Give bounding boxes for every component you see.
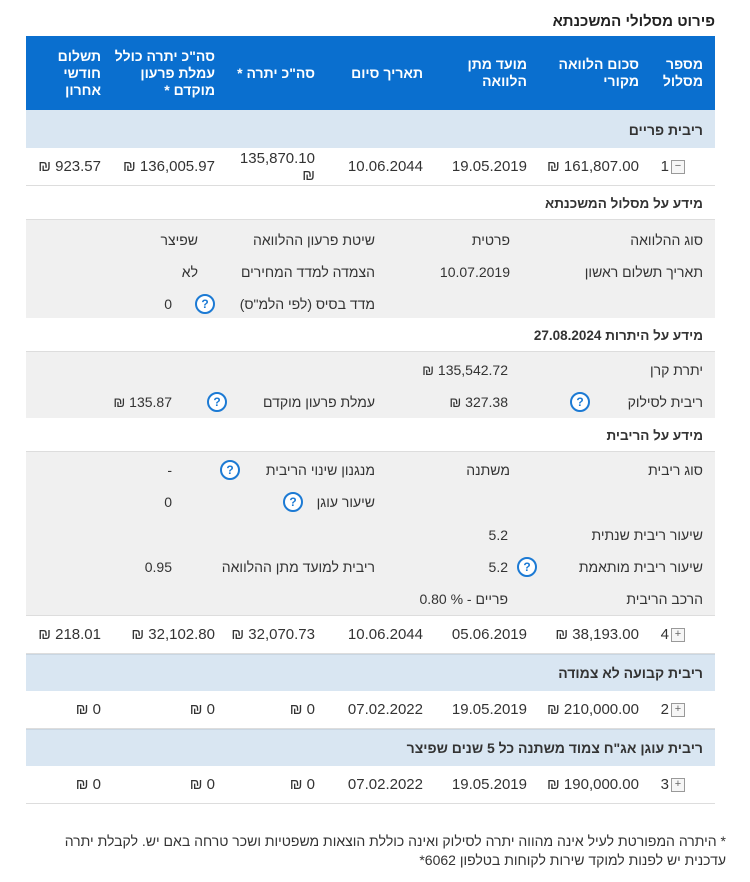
page-title: פירוט מסלולי המשכנתא — [552, 13, 715, 30]
prepay-fee-value: 135.87 ₪ — [113, 394, 172, 410]
collapse-icon[interactable]: − — [671, 160, 685, 174]
principal-value: 135,542.72 ₪ — [422, 362, 508, 378]
start-date: 19.05.2019 — [451, 701, 527, 718]
original-amount: 161,807.00 ₪ — [547, 158, 639, 175]
adjusted-value: 5.2 — [488, 559, 508, 575]
balance-with-fee: 136,005.97 ₪ — [123, 158, 215, 175]
track-number: 2 — [660, 701, 669, 718]
principal-label: יתרת קרן — [649, 362, 703, 378]
table-header — [26, 36, 715, 110]
balance: 135,870.10 ₪ — [239, 149, 315, 184]
help-icon[interactable]: ? — [195, 294, 215, 314]
expand-icon[interactable]: + — [671, 778, 685, 792]
col-end-date: תאריך סיום — [351, 64, 423, 81]
mortgage-tracks-table — [26, 0, 715, 804]
balance-with-fee: 0 ₪ — [189, 776, 215, 793]
original-amount: 38,193.00 ₪ — [555, 626, 639, 643]
last-payment: 218.01 ₪ — [38, 626, 101, 643]
original-amount: 190,000.00 ₪ — [547, 776, 639, 793]
base-index-value: 0 — [164, 296, 172, 312]
at-grant-label: ריבית למועד מתן ההלוואה — [221, 559, 375, 575]
track-info-panel — [26, 220, 715, 318]
balance: 32,070.73 ₪ — [231, 626, 315, 643]
interest-info-heading: מידע על הריבית — [26, 418, 715, 452]
start-date: 19.05.2019 — [451, 776, 527, 793]
rate-type-label: סוג ריבית — [648, 462, 703, 478]
rate-type-value: משתנה — [466, 462, 510, 478]
change-mech-value: - — [167, 462, 172, 478]
last-payment: 0 ₪ — [75, 776, 101, 793]
col-start-date: מועד מתן הלוואה — [467, 56, 527, 89]
first-payment-value: 10.07.2019 — [439, 264, 510, 280]
table-row[interactable] — [26, 766, 715, 804]
col-balance-with-fee: סה"כ יתרה כולל עמלת פרעון מוקדם * — [114, 47, 215, 98]
index-label: הצמדה למדד המחירים — [240, 264, 375, 280]
track-number: 3 — [660, 776, 669, 793]
start-date: 05.06.2019 — [451, 626, 527, 643]
composition-label: הרכב הריבית — [626, 591, 703, 607]
end-date: 07.02.2022 — [347, 776, 423, 793]
anchor-label: שיעור עוגן — [316, 494, 375, 510]
anchor-value: 0 — [164, 494, 172, 510]
balance: 0 ₪ — [289, 701, 315, 718]
first-payment-label: תאריך תשלום ראשון — [584, 264, 703, 280]
group-fixed: ריבית קבועה לא צמודה — [26, 654, 715, 691]
table-row[interactable] — [26, 691, 715, 729]
balance-with-fee: 32,102.80 ₪ — [131, 626, 215, 643]
col-balance: סה"כ יתרה * — [237, 64, 315, 81]
composition-value: פריים - % 0.80 — [419, 591, 508, 607]
end-date: 10.06.2044 — [347, 626, 423, 643]
at-grant-value: 0.95 — [144, 559, 172, 575]
table-row[interactable] — [26, 148, 715, 186]
table-row[interactable] — [26, 615, 715, 654]
annual-value: 5.2 — [488, 527, 508, 543]
loan-type-value: פרטית — [471, 232, 510, 248]
expand-icon[interactable]: + — [671, 703, 685, 717]
balance-with-fee: 0 ₪ — [189, 701, 215, 718]
prepay-fee-label: עמלת פרעון מוקדם — [262, 394, 375, 410]
track-info-heading: מידע על מסלול המשכנתא — [26, 186, 715, 220]
balance: 0 ₪ — [289, 776, 315, 793]
expand-icon[interactable]: + — [671, 628, 685, 642]
repay-method-label: שיטת פרעון ההלוואה — [253, 232, 375, 248]
balance-info-heading: מידע על היתרות 27.08.2024 — [26, 318, 715, 352]
track-number: 1 — [660, 158, 669, 175]
end-date: 07.02.2022 — [347, 701, 423, 718]
end-date: 10.06.2044 — [347, 158, 423, 175]
original-amount: 210,000.00 ₪ — [547, 701, 639, 718]
group-prime: ריבית פריים — [26, 110, 715, 148]
base-index-label: מדד בסיס (לפי הלמ"ס) — [239, 296, 375, 312]
col-track-number: מספר מסלול — [662, 56, 703, 89]
balance-info-panel — [26, 352, 715, 418]
repay-method-value: שפיצר — [160, 232, 198, 248]
help-icon[interactable]: ? — [220, 460, 240, 480]
payoff-interest-value: 327.38 ₪ — [449, 394, 508, 410]
col-original-amount: סכום הלוואה מקורי — [558, 56, 639, 89]
col-last-payment: תשלום חודשי אחרון — [57, 47, 101, 98]
group-var5: ריבית עוגן אג"ח צמוד משתנה כל 5 שנים שפיצר — [26, 729, 715, 766]
change-mech-label: מנגנון שינוי הריבית — [265, 462, 375, 478]
annual-label: שיעור ריבית שנתית — [591, 527, 703, 543]
start-date: 19.05.2019 — [451, 158, 527, 175]
last-payment: 0 ₪ — [75, 701, 101, 718]
index-value: לא — [181, 264, 198, 280]
payoff-interest-label: ריבית לסילוק — [627, 394, 703, 410]
help-icon[interactable]: ? — [283, 492, 303, 512]
interest-info-panel — [26, 452, 715, 615]
help-icon[interactable]: ? — [570, 392, 590, 412]
track-number: 4 — [660, 626, 669, 643]
footnote: * היתרה המפורטת לעיל אינה מהווה יתרה לסילוק ואינה כוללת הוצאות משפטיות ושכר טרחה באם יש. לקבלת יתרה עדכנית יש לפנות למוקד שירות לקוחות בטלפון 6062* — [64, 833, 726, 868]
adjusted-label: שיעור ריבית מותאמת — [578, 559, 703, 575]
last-payment: 923.57 ₪ — [38, 158, 101, 175]
help-icon[interactable]: ? — [517, 557, 537, 577]
help-icon[interactable]: ? — [207, 392, 227, 412]
loan-type-label: סוג ההלוואה — [630, 232, 703, 248]
